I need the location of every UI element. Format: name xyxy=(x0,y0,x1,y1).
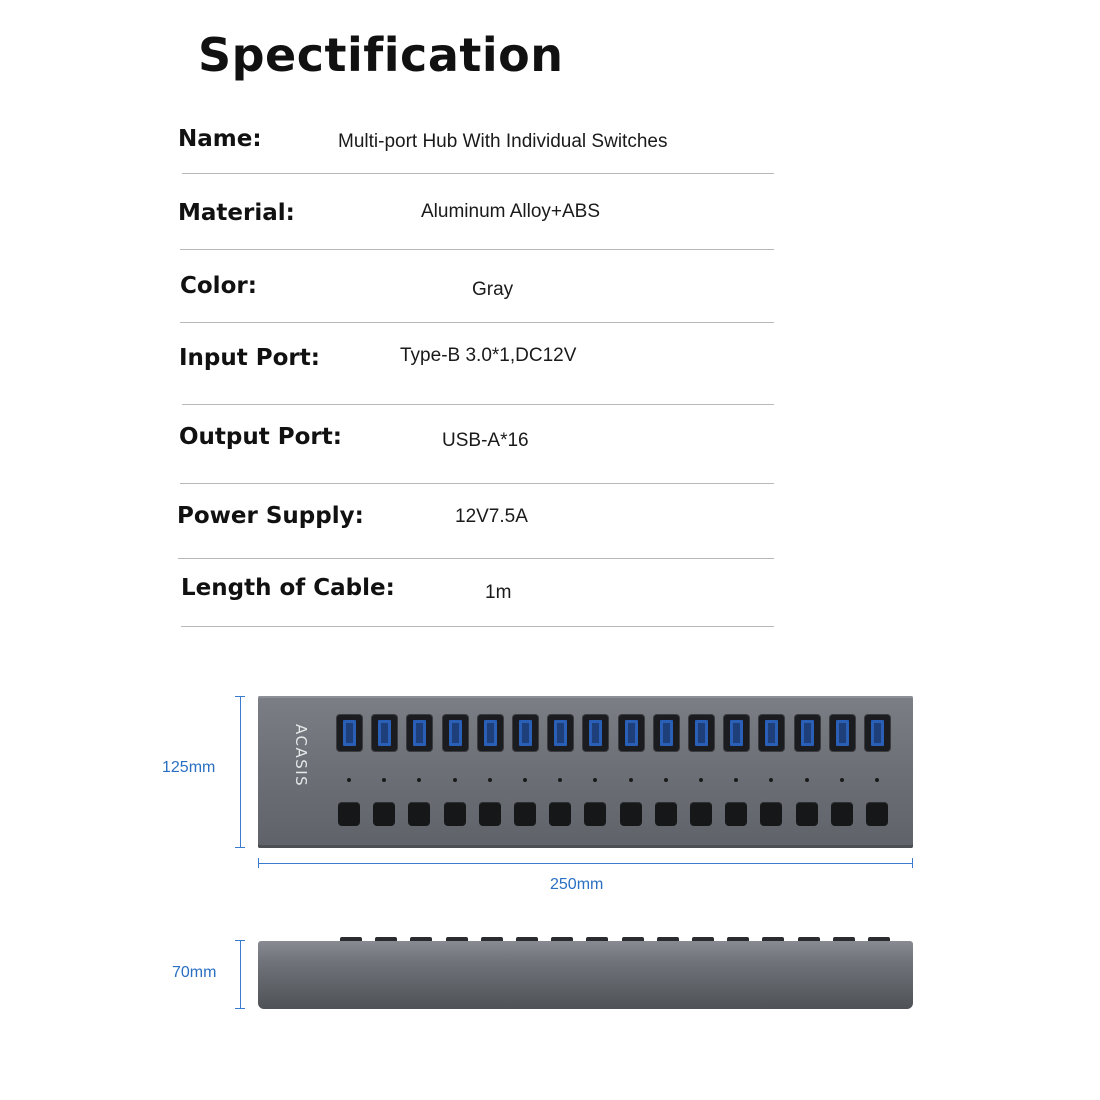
spec-divider xyxy=(180,249,774,250)
port-led-indicator xyxy=(382,778,386,782)
usb-a-port xyxy=(372,715,397,751)
port-power-switch xyxy=(725,802,747,826)
spec-divider xyxy=(182,404,774,405)
port-led-indicator xyxy=(593,778,597,782)
spec-label: Name: xyxy=(178,126,262,152)
spec-value: USB-A*16 xyxy=(442,430,529,451)
spec-row-input-port xyxy=(178,342,774,412)
port-power-switch xyxy=(866,802,888,826)
brand-text: ACASIS xyxy=(292,724,310,788)
port-power-switch xyxy=(760,802,782,826)
usb-port-tongue xyxy=(836,720,849,746)
spec-label: Input Port: xyxy=(179,345,320,371)
port-led-indicator xyxy=(734,778,738,782)
port-power-switch xyxy=(549,802,571,826)
usb-a-port xyxy=(759,715,784,751)
usb-a-port xyxy=(689,715,714,751)
port-led-indicator xyxy=(523,778,527,782)
usb-a-port xyxy=(619,715,644,751)
port-led-indicator xyxy=(417,778,421,782)
port-led-indicator xyxy=(769,778,773,782)
usb-port-tongue xyxy=(554,720,567,746)
usb-a-port xyxy=(795,715,820,751)
usb-a-port xyxy=(654,715,679,751)
spec-value: Gray xyxy=(472,279,514,300)
spec-row-material xyxy=(178,195,774,265)
spec-divider xyxy=(178,558,774,559)
usb-a-port xyxy=(337,715,362,751)
spec-value: Multi-port Hub With Individual Switches xyxy=(338,131,668,152)
usb-port-tongue xyxy=(484,720,497,746)
spec-divider xyxy=(181,626,774,627)
port-power-switch xyxy=(514,802,536,826)
spec-value: 12V7.5A xyxy=(455,506,528,527)
spec-divider xyxy=(180,322,774,323)
spec-row-power-supply xyxy=(178,500,774,570)
port-power-switch xyxy=(655,802,677,826)
usb-a-port xyxy=(724,715,749,751)
usb-port-tongue xyxy=(730,720,743,746)
usb-port-tongue xyxy=(589,720,602,746)
port-led-indicator xyxy=(840,778,844,782)
usb-a-port xyxy=(830,715,855,751)
width-dimension-label: 250mm xyxy=(550,876,604,893)
port-led-indicator xyxy=(664,778,668,782)
usb-port-tongue xyxy=(660,720,673,746)
usb-port-tongue xyxy=(378,720,391,746)
depth-dimension-line xyxy=(240,940,241,1009)
hub-side-view xyxy=(258,941,913,1009)
width-dimension-line xyxy=(258,863,913,864)
spec-label: Power Supply: xyxy=(177,503,364,529)
spec-row-cable-length xyxy=(178,573,774,643)
usb-a-port xyxy=(478,715,503,751)
port-power-switch xyxy=(338,802,360,826)
spec-row-color xyxy=(178,270,774,340)
dimension-tick xyxy=(235,1008,245,1009)
spec-divider xyxy=(180,483,774,484)
page-title: Spectification xyxy=(198,28,564,82)
acasis-logo xyxy=(270,716,310,826)
port-led-indicator xyxy=(805,778,809,782)
usb-a-port xyxy=(583,715,608,751)
usb-port-tongue xyxy=(765,720,778,746)
usb-port-tongue xyxy=(343,720,356,746)
spec-value: Type-B 3.0*1,DC12V xyxy=(400,345,577,366)
port-power-switch xyxy=(620,802,642,826)
usb-a-port xyxy=(865,715,890,751)
usb-a-port xyxy=(548,715,573,751)
port-led-indicator xyxy=(347,778,351,782)
port-led-indicator xyxy=(699,778,703,782)
spec-value: Aluminum Alloy+ABS xyxy=(421,201,600,222)
port-power-switch xyxy=(479,802,501,826)
port-led-indicator xyxy=(875,778,879,782)
port-led-indicator xyxy=(558,778,562,782)
spec-label: Material: xyxy=(178,200,295,226)
height-dimension-line xyxy=(240,696,241,848)
spec-label: Color: xyxy=(180,273,257,299)
usb-port-tongue xyxy=(871,720,884,746)
port-power-switch xyxy=(796,802,818,826)
height-dimension-label: 125mm xyxy=(162,759,216,776)
usb-port-tongue xyxy=(801,720,814,746)
port-power-switch xyxy=(408,802,430,826)
usb-a-port xyxy=(513,715,538,751)
usb-a-port xyxy=(443,715,468,751)
spec-label: Length of Cable: xyxy=(181,575,395,601)
spec-row-output-port xyxy=(178,421,774,491)
port-power-switch xyxy=(584,802,606,826)
spec-row-name xyxy=(178,120,774,190)
usb-port-tongue xyxy=(413,720,426,746)
port-power-switch xyxy=(444,802,466,826)
port-power-switch xyxy=(831,802,853,826)
spec-value: 1m xyxy=(485,582,512,603)
port-led-indicator xyxy=(629,778,633,782)
dimension-tick xyxy=(235,847,245,848)
port-power-switch xyxy=(373,802,395,826)
spec-label: Output Port: xyxy=(179,424,342,450)
port-led-indicator xyxy=(453,778,457,782)
usb-port-tongue xyxy=(519,720,532,746)
depth-dimension-label: 70mm xyxy=(172,964,217,981)
usb-port-tongue xyxy=(695,720,708,746)
usb-a-port xyxy=(407,715,432,751)
spec-divider xyxy=(182,173,774,174)
port-power-switch xyxy=(690,802,712,826)
usb-port-tongue xyxy=(449,720,462,746)
usb-port-tongue xyxy=(625,720,638,746)
dimension-tick xyxy=(912,858,913,868)
port-led-indicator xyxy=(488,778,492,782)
